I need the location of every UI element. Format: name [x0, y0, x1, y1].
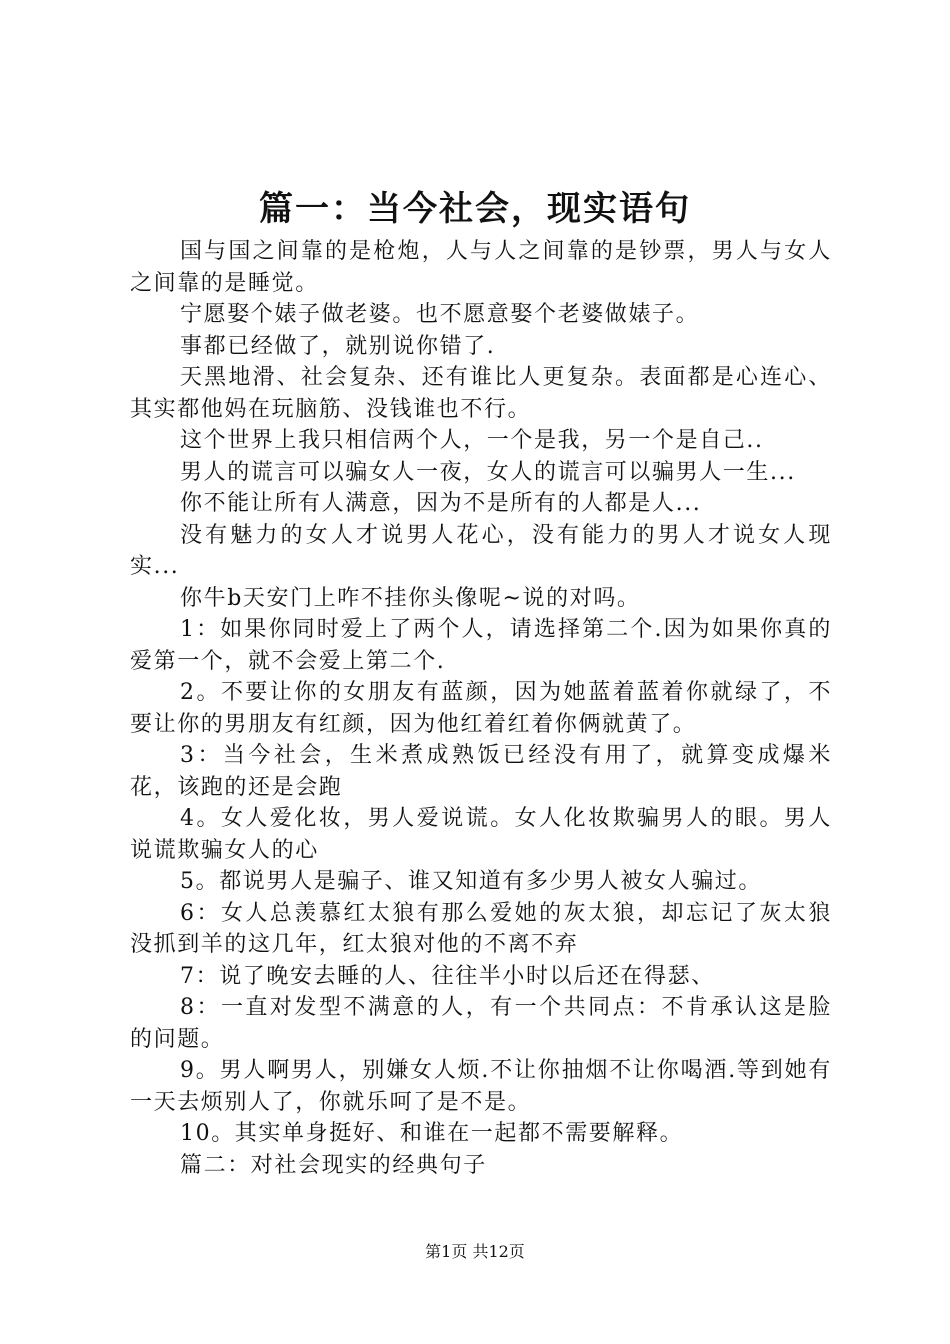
paragraph: 9。男人啊男人，别嫌女人烦.不让你抽烟不让你喝酒.等到她有一天去烦别人了，你就乐呵了是不是。 — [130, 1058, 832, 1115]
paragraph: 你牛b天安门上咋不挂你头像呢~说的对吗。 — [180, 585, 641, 611]
paragraph: 7：说了晚安去睡的人、往往半小时以后还在得瑟、 — [180, 963, 715, 989]
paragraph: 6：女人总羡慕红太狼有那么爱她的灰太狼，却忘记了灰太狼没抓到羊的这几年，红太狼对他的不离不弃 — [130, 900, 832, 957]
paragraph: 国与国之间靠的是枪炮，人与人之间靠的是钞票，男人与女人之间靠的是睡觉。 — [130, 239, 832, 296]
paragraph: 5。都说男人是骗子、谁又知道有多少男人被女人骗过。 — [180, 869, 762, 894]
paragraph: 天黑地滑、社会复杂、还有谁比人更复杂。表面都是心连心、其实都他妈在玩脑筋、没钱谁也不行。 — [130, 365, 832, 422]
paragraph: 你不能让所有人满意，因为不是所有的人都是人... — [180, 491, 702, 516]
document-body — [130, 236, 832, 1181]
paragraph: 事都已经做了，就别说你错了. — [180, 333, 496, 359]
section-heading: 篇二：对社会现实的经典句子 — [180, 1152, 487, 1178]
paragraph: 没有魅力的女人才说男人花心，没有能力的男人才说女人现实... — [130, 522, 832, 579]
paragraph: 男人的谎言可以骗女人一夜，女人的谎言可以骗男人一生... — [180, 459, 796, 485]
paragraph: 这个世界上我只相信两个人，一个是我，另一个是自己.. — [180, 428, 764, 453]
paragraph: 2。不要让你的女朋友有蓝颜，因为她蓝着蓝着你就绿了，不要让你的男朋友有红颜，因为他红着红着你俩就黄了。 — [130, 680, 832, 737]
paragraph: 1：如果你同时爱上了两个人，请选择第二个.因为如果你真的爱第一个，就不会爱上第二个. — [130, 617, 832, 674]
paragraph: 4。女人爱化妆，男人爱说谎。女人化妆欺骗男人的眼。男人说谎欺骗女人的心 — [130, 806, 832, 863]
paragraph: 宁愿娶个婊子做老婆。也不愿意娶个老婆做婊子。 — [180, 302, 700, 327]
paragraph: 3：当今社会，生米煮成熟饭已经没有用了，就算变成爆米花，该跑的还是会跑 — [130, 743, 832, 800]
page-number-footer: 第1页 共12页 — [425, 1242, 525, 1261]
paragraph: 10。其实单身挺好、和谁在一起都不需要解释。 — [180, 1121, 684, 1146]
document-title: 篇一：当今社会，现实语句 — [259, 189, 691, 229]
paragraph: 8：一直对发型不满意的人，有一个共同点：不肯承认这是脸的问题。 — [130, 995, 832, 1052]
